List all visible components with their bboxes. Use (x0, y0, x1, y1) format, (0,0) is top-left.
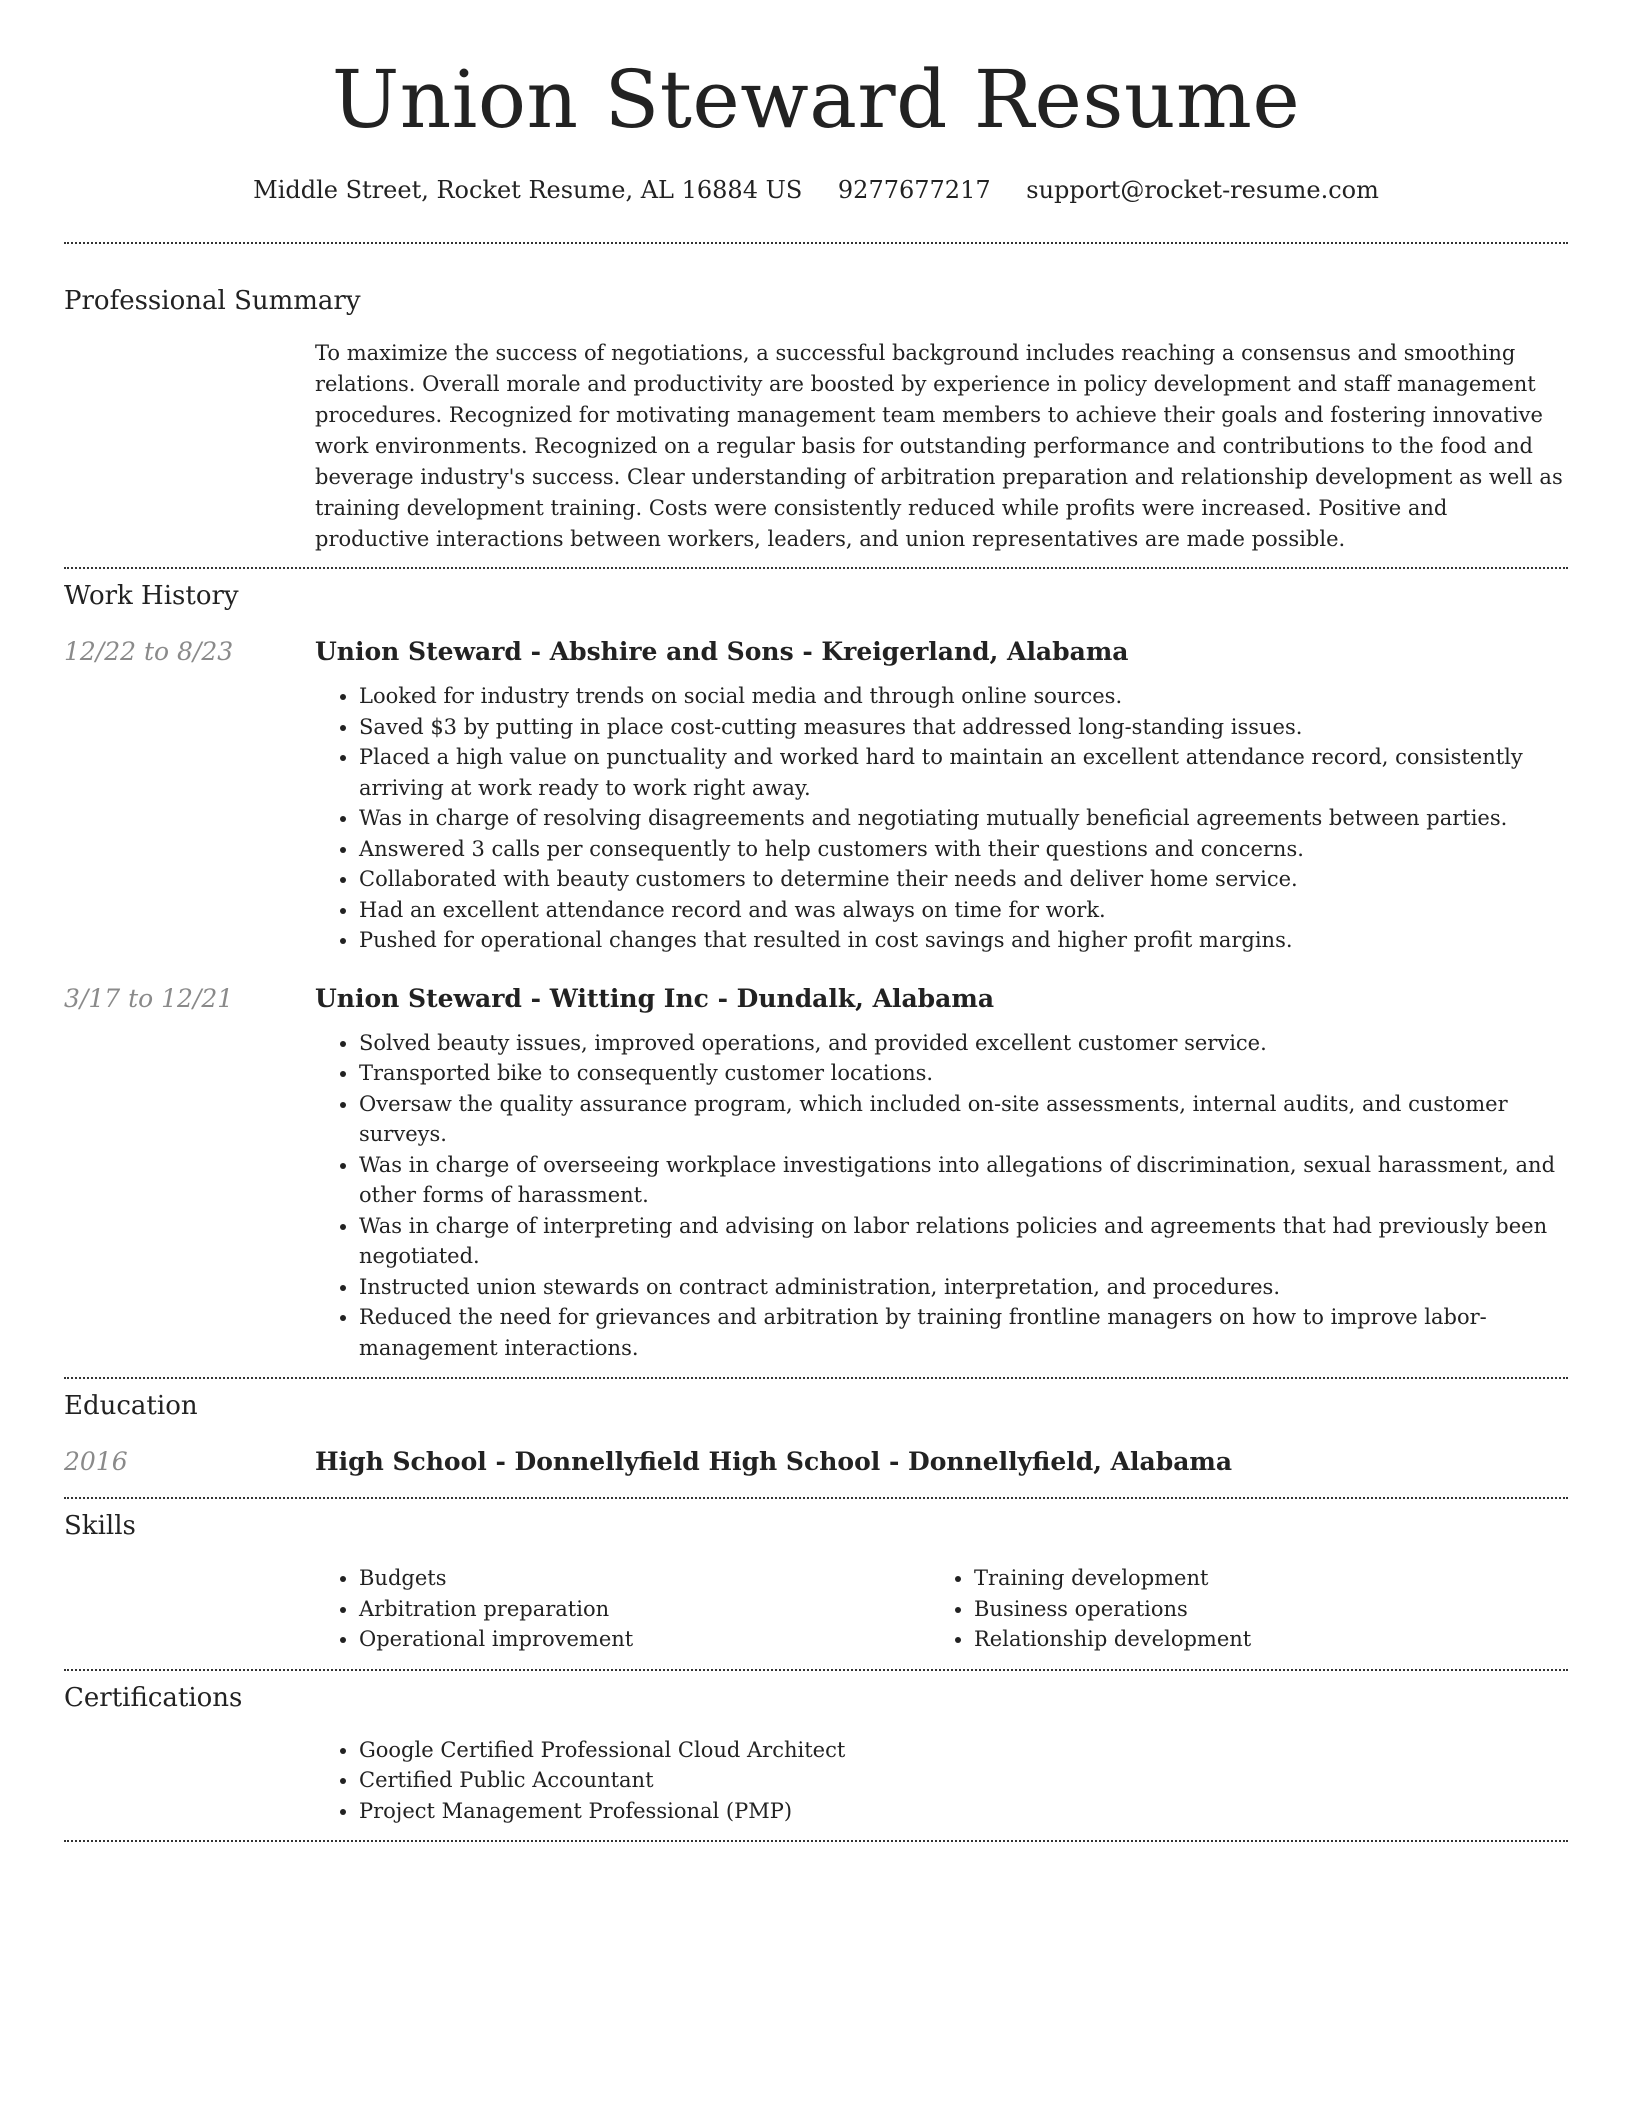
skills-column-left (315, 1563, 930, 1655)
job-bullets (315, 681, 1568, 956)
list-item: • Google Certified Professional Cloud Architect (359, 1735, 1568, 1766)
contact-line (64, 174, 1568, 206)
list-item: • Saved $3 by putting in place cost-cutting measures that addressed long-standing issues. (359, 712, 1568, 743)
skills-list (930, 1563, 1545, 1655)
list-item: • Reduced the need for grievances and arbitration by training frontline managers on how to improve labor-management interactions. (359, 1302, 1568, 1363)
contact-email: support@rocket-resume.com (1026, 176, 1379, 204)
education-date: 2016 (64, 1447, 128, 1476)
list-item: • Business operations (974, 1594, 1545, 1625)
list-item: • Collaborated with beauty customers to determine their needs and deliver home service. (359, 864, 1568, 895)
job-content (315, 635, 1568, 956)
skills-column-right (930, 1563, 1545, 1655)
summary-content (315, 338, 1568, 555)
resume-title: Union Steward Resume (331, 53, 1301, 146)
resume-header (64, 0, 1568, 206)
education-section (64, 1379, 1568, 1479)
skills-content (315, 1563, 1568, 1655)
list-item: • Had an excellent attendance record and was always on time for work. (359, 895, 1568, 926)
contact-address: Middle Street, Rocket Resume, AL 16884 US (253, 176, 803, 204)
summary-heading: Professional Summary (64, 286, 361, 316)
education-heading: Education (64, 1391, 198, 1421)
job-entry (64, 635, 1568, 956)
list-item: • Solved beauty issues, improved operations, and provided excellent customer service. (359, 1028, 1568, 1059)
skills-grid (315, 1563, 1568, 1655)
job-title: Union Steward - Witting Inc - Dundalk, Alabama (315, 983, 995, 1013)
job-bullets (315, 1028, 1568, 1364)
contact-phone: 9277677217 (837, 176, 991, 204)
work-history-heading: Work History (64, 581, 239, 611)
education-content (315, 1445, 1568, 1479)
list-item: • Was in charge of interpreting and advising on labor relations policies and agreements that had previously been negotiated. (359, 1211, 1568, 1272)
job-content (315, 982, 1568, 1364)
job-dates: 12/22 to 8/23 (64, 637, 234, 666)
list-item: • Operational improvement (359, 1624, 930, 1655)
list-item: • Looked for industry trends on social media and through online sources. (359, 681, 1568, 712)
work-history-section (64, 569, 1568, 1363)
list-item: • Training development (974, 1563, 1545, 1594)
skills-list (315, 1563, 930, 1655)
skills-heading: Skills (64, 1511, 136, 1541)
list-item: • Pushed for operational changes that resulted in cost savings and higher profit margins. (359, 925, 1568, 956)
list-item: • Placed a high value on punctuality and worked hard to maintain an excellent attendance record, consistently arriving at work ready to work right away. (359, 742, 1568, 803)
list-item: • Was in charge of overseeing workplace investigations into allegations of discrimination, sexual harassment, and other forms of harassment. (359, 1150, 1568, 1211)
job-dates: 3/17 to 12/21 (64, 983, 234, 1013)
resume-page (64, 0, 1568, 1842)
job-title: Union Steward - Abshire and Sons - Kreigerland, Alabama (315, 637, 1129, 666)
list-item: • Project Management Professional (PMP) (359, 1796, 1568, 1827)
education-entry (64, 1445, 1568, 1479)
section-divider (64, 1840, 1568, 1842)
list-item: • Answered 3 calls per consequently to help customers with their questions and concerns. (359, 834, 1568, 865)
summary-text: To maximize the success of negotiations, a successful background includes reaching a consensus and smoothing relations. Overall morale and productivity are boosted by experience in policy development and staff management procedures. Recognized for motivating management team members to achieve their goals and fostering innovative work environments. Recognized on a regular basis for outstanding performance and contributions to the food and beverage industry's success. Clear understanding of arbitration preparation and relationship development as well as training development training. Costs were consistently reduced while profits were increased. Positive and productive interactions between workers, leaders, and union representatives are made possible. (315, 341, 1563, 551)
list-item: • Certified Public Accountant (359, 1765, 1568, 1796)
education-title: High School - Donnellyfield High School - Donnellyfield, Alabama (315, 1447, 1233, 1476)
skills-section (64, 1499, 1568, 1655)
certifications-content (315, 1735, 1568, 1827)
list-item: • Oversaw the quality assurance program, which included on-site assessments, internal audits, and customer surveys. (359, 1089, 1568, 1150)
list-item: • Arbitration preparation (359, 1594, 930, 1625)
list-item: • Instructed union stewards on contract administration, interpretation, and procedures. (359, 1272, 1568, 1303)
certifications-section (64, 1671, 1568, 1827)
certifications-heading: Certifications (64, 1682, 243, 1713)
list-item: • Budgets (359, 1563, 930, 1594)
list-item: • Was in charge of resolving disagreements and negotiating mutually beneficial agreements between parties. (359, 803, 1568, 834)
list-item: • Relationship development (974, 1624, 1545, 1655)
certifications-list (315, 1735, 1568, 1827)
list-item: • Transported bike to consequently customer locations. (359, 1058, 1568, 1089)
job-entry (64, 982, 1568, 1364)
summary-section (64, 244, 1568, 555)
